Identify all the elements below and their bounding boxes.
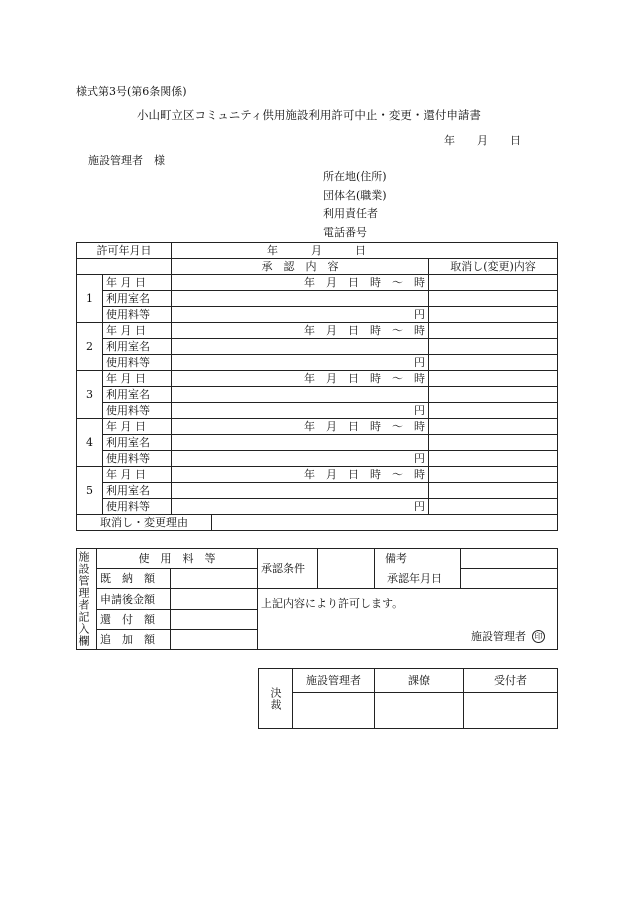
cancel-cell (429, 307, 558, 323)
decision-col-reception: 受付者 (464, 669, 558, 693)
fee-unit: 円 (172, 451, 429, 467)
manager-signature (471, 630, 545, 644)
applicant-phone: 電話番号 (323, 226, 367, 239)
admin-table (76, 548, 558, 650)
document-title: 小山町立区コミュニティ供用施設利用許可中止・変更・還付申請書 (137, 108, 481, 122)
row-room-label: 利用室名 (103, 339, 172, 355)
row-number: 1 (77, 275, 103, 323)
refund-label: 還 付 額 (97, 610, 171, 630)
decision-manager-stamp (293, 693, 375, 729)
row-date-label: 年 月 日 (103, 323, 172, 339)
conditions-label: 承認条件 (258, 549, 318, 589)
cancel-cell (429, 403, 558, 419)
row-date-value: 年 月 日 時 〜 時 (172, 275, 429, 291)
admin-vertical-label: 施設管理者記入欄 (77, 549, 97, 650)
row-date-label: 年 月 日 (103, 467, 172, 483)
additional-value (171, 630, 258, 650)
additional-label: 追 加 額 (97, 630, 171, 650)
room-value (172, 291, 429, 307)
fee-unit: 円 (172, 499, 429, 515)
cancel-cell (429, 339, 558, 355)
decision-label: 決裁 (259, 669, 293, 729)
row-fee-label: 使用料等 (103, 403, 172, 419)
row-room-label: 利用室名 (103, 387, 172, 403)
row-date-label: 年 月 日 (103, 371, 172, 387)
permit-box (258, 589, 558, 650)
header-blank (77, 259, 172, 275)
cancel-cell (429, 387, 558, 403)
row-date-label: 年 月 日 (103, 419, 172, 435)
cancel-cell (429, 291, 558, 307)
row-number: 3 (77, 371, 103, 419)
decision-col-section: 課僚 (375, 669, 464, 693)
cancel-cell (429, 451, 558, 467)
fee-unit: 円 (172, 307, 429, 323)
permit-text: 上記内容により許可します。 (261, 597, 404, 610)
addressee: 施設管理者 様 (88, 154, 165, 167)
row-number: 4 (77, 419, 103, 467)
manager-label: 施設管理者 (471, 629, 526, 643)
row-room-label: 利用室名 (103, 483, 172, 499)
cancel-cell (429, 355, 558, 371)
decision-table (258, 668, 558, 729)
applicant-group: 団体名(職業) (323, 189, 387, 202)
fee-unit: 円 (172, 403, 429, 419)
permit-date-label: 許可年月日 (77, 243, 172, 259)
refund-value (171, 610, 258, 630)
row-fee-label: 使用料等 (103, 451, 172, 467)
reason-label: 取消し・変更理由 (77, 515, 212, 531)
after-value (171, 589, 258, 610)
decision-reception-stamp (464, 693, 558, 729)
application-table (76, 242, 558, 515)
approval-date-value (461, 569, 558, 589)
row-date-label: 年 月 日 (103, 275, 172, 291)
row-number: 2 (77, 323, 103, 371)
applicant-responsible: 利用責任者 (323, 207, 378, 220)
form-number: 様式第3号(第6条関係) (76, 85, 187, 98)
reason-value (212, 515, 558, 531)
row-number: 5 (77, 467, 103, 515)
remarks-value (461, 549, 558, 569)
after-label: 申請後金額 (97, 589, 171, 610)
row-fee-label: 使用料等 (103, 307, 172, 323)
cancel-cell (429, 323, 558, 339)
fee-unit: 円 (172, 355, 429, 371)
room-value (172, 483, 429, 499)
approval-date-label: 承認年月日 (375, 569, 461, 589)
row-date-value: 年 月 日 時 〜 時 (172, 467, 429, 483)
row-fee-label: 使用料等 (103, 355, 172, 371)
applicant-address: 所在地(住所) (323, 170, 387, 183)
row-date-value: 年 月 日 時 〜 時 (172, 419, 429, 435)
decision-col-manager: 施設管理者 (293, 669, 375, 693)
row-date-value: 年 月 日 時 〜 時 (172, 371, 429, 387)
decision-section-stamp (375, 693, 464, 729)
permit-date-value: 年 月 日 (172, 243, 558, 259)
date-line: 年 月 日 (444, 134, 521, 147)
fee-header: 使 用 料 等 (97, 549, 258, 569)
cancel-cell (429, 499, 558, 515)
row-room-label: 利用室名 (103, 291, 172, 307)
row-date-value: 年 月 日 時 〜 時 (172, 323, 429, 339)
conditions-value (318, 549, 375, 589)
room-value (172, 435, 429, 451)
row-fee-label: 使用料等 (103, 499, 172, 515)
approved-content-header: 承 認 内 容 (172, 259, 429, 275)
cancel-cell (429, 467, 558, 483)
received-value (171, 569, 258, 589)
reason-table (76, 514, 558, 531)
cancel-cell (429, 483, 558, 499)
room-value (172, 339, 429, 355)
cancel-cell (429, 419, 558, 435)
cancel-cell (429, 275, 558, 291)
cancel-cell (429, 371, 558, 387)
cancel-cell (429, 435, 558, 451)
seal-icon: 印 (532, 630, 545, 643)
received-label: 既 納 額 (97, 569, 171, 589)
remarks-label: 備考 (375, 549, 461, 569)
room-value (172, 387, 429, 403)
row-room-label: 利用室名 (103, 435, 172, 451)
cancel-content-header: 取消し(変更)内容 (429, 259, 558, 275)
